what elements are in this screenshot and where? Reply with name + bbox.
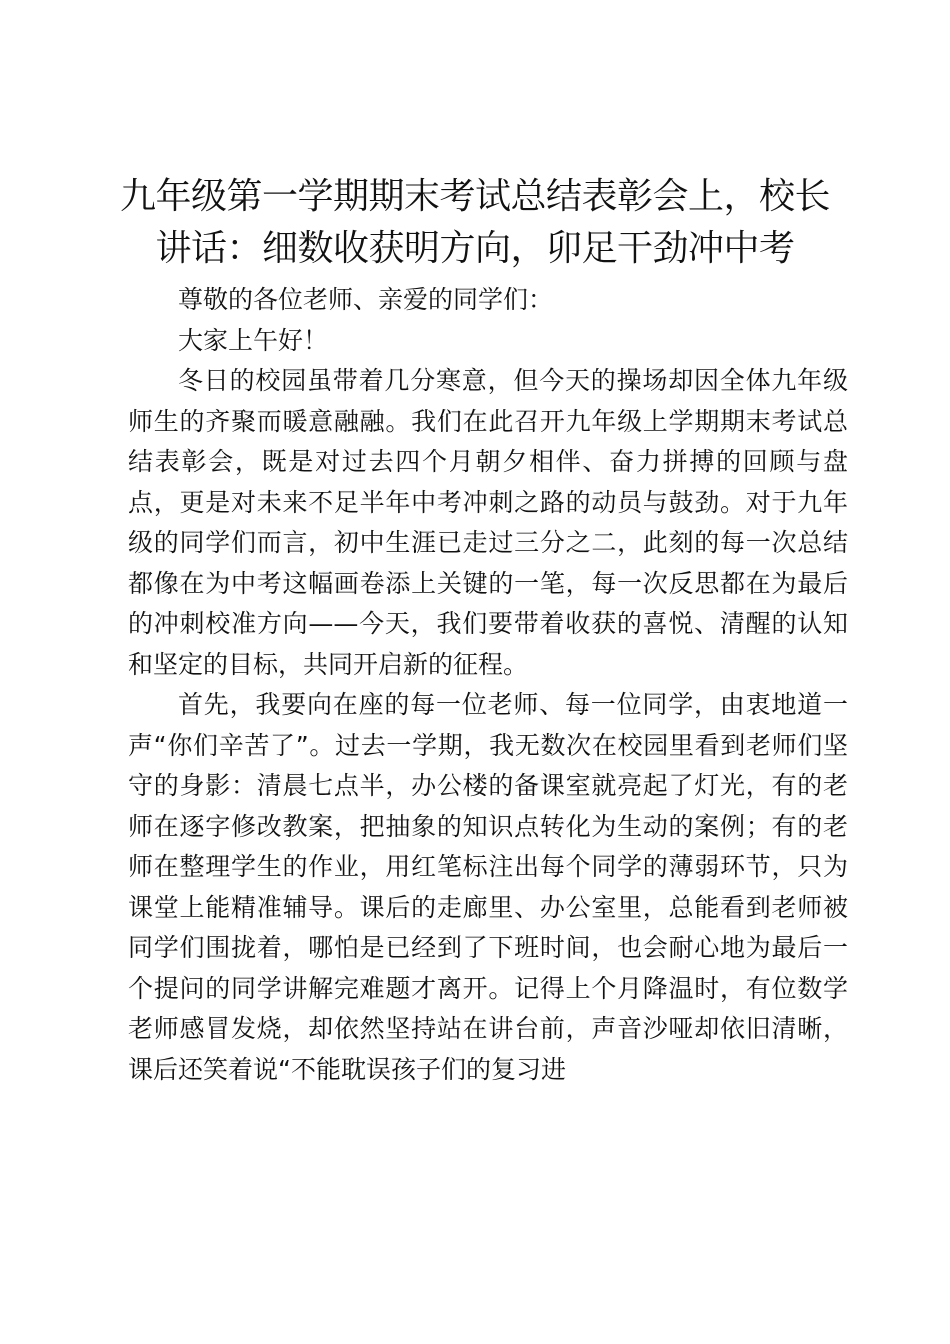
document-body [128, 280, 848, 1090]
body-paragraph: 冬日的校园虽带着几分寒意，但今天的操场却因全体九年级师生的齐聚而暖意融融。我们在此召开九年级上学期期末考试总结表彰会，既是对过去四个月朝夕相伴、奋力拼搏的回顾与盘点，更是对未来不足半年中考冲刺之路的动员与鼓劲。对于九年级的同学们而言，初中生涯已走过三分之二，此刻的每一次总结都像在为中考这幅画卷添上关键的一笔，每一次反思都在为最后的冲刺校准方向——今天，我们要带着收获的喜悦、清醒的认知和坚定的目标，共同开启新的征程。 [128, 366, 848, 679]
salutation: 尊敬的各位老师、亲爱的同学们： [178, 285, 554, 314]
body-paragraph: 首先，我要向在座的每一位老师、每一位同学，由衷地道一声“你们辛苦了”。过去一学期，我无数次在校园里看到老师们坚守的身影：清晨七点半，办公楼的备课室就亮起了灯光，有的老师在逐字修改教案，把抽象的知识点转化为生动的案例；有的老师在整理学生的作业，用红笔标注出每个同学的薄弱环节，只为课堂上能精准辅导。课后的走廊里、办公室里，总能看到老师被同学们围拢着，哪怕是已经到了下班时间，也会耐心地为最后一个提问的同学讲解完难题才离开。记得上个月降温时，有位数学老师感冒发烧，却依然坚持站在讲台前，声音沙哑却依旧清晰，课后还笑着说“不能耽误孩子们的复习进 [128, 690, 848, 1084]
greeting: 大家上午好！ [178, 325, 329, 355]
document-title: 九年级第一学期期末考试总结表彰会上，校长讲话：细数收获明方向，卯足干劲冲中考 [119, 176, 830, 269]
